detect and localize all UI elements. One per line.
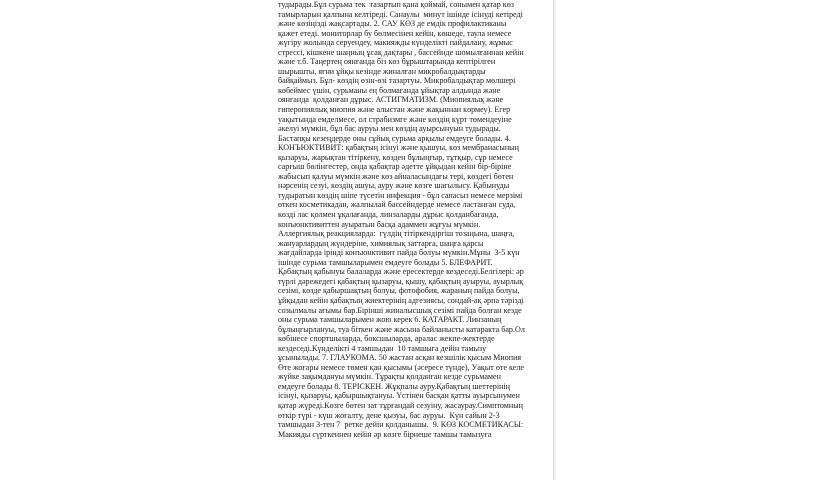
- text-line: көбінесе спортшыларда, боксшыларда, аралас жекпе-жектерде: [278, 334, 495, 344]
- body-text-block: [278, 0, 540, 480]
- text-line: конъюнктивиттен ауыратын басқа адаммен жұғуы мүмкін.: [278, 219, 481, 229]
- text-line: тамырларын қалпына келтіреді. Санаулы минут ішінде ісінуді кетіреді: [278, 9, 523, 19]
- text-line: жабысып қалуы мүмкін және көз айналасындағы тері, көздегі бөтен: [278, 171, 514, 181]
- text-line: және көзіңізді жақсартады. 2. САУ КӨЗ де емдік профилактиканы: [278, 19, 507, 29]
- text-line: емдеуге болады 8. ТЕРІСКЕН. Жұқпалы ауру.Қабақтың шеттерінің: [278, 381, 510, 391]
- text-line: шырышты, яғни ұйқы кезінде жиналған микробалдықтарды: [278, 66, 486, 76]
- text-line: түрлі дәрежедегі қабақтың қызаруы, қышу, қабақтың ауыруы, ауырлық: [278, 276, 524, 286]
- text-line: сарғыш бөлінгестер, онда қабақтар әдетте ұйқыдан кейін бір-біріне: [278, 162, 512, 172]
- text-line: ішінде сурьма тамшыларымен емдеуге болады 5. БЛЕФАРИТ.: [278, 257, 493, 267]
- text-line: Өте жоғары немесе төмен қан қысымы (әсересе түнде), Уақыт өте келе: [278, 362, 525, 372]
- text-line: тудырады.Бұл сурьма тек тазартып қана қоймай, сонымен қатар көз: [278, 0, 514, 9]
- text-line: оянғанда қолданған дұрыс. АСТИГМАТИЗМ. (Миопиялық және: [278, 95, 504, 105]
- text-line: тамшыдан 3-тен 7 ретке дейін қолданышы. 9. КӨЗ КОСМЕТИКАСЫ:: [278, 420, 524, 430]
- text-line: қажет етеді. мониторлар бу бөлмесінен кейін, көшеде, таула немесе: [278, 28, 512, 38]
- text-line: байқаймыз. Бұл- көздің өзін-өзі тазартуы. Микробалдықтар мөлшері: [278, 76, 516, 86]
- text-line: Аллергиялық реакцияларда: гүлдің тітіркендіргіш тозаңына, шаңға,: [278, 229, 515, 239]
- text-line: жүйке зақымдануы мүмкін. Тұрақты қолданған кезде сурьмамен: [278, 372, 501, 382]
- text-line: жүгіру жолында серуендеу, макияжды күнделікті пайдалану, жұмыс: [278, 38, 513, 48]
- body-text: [278, 0, 540, 439]
- text-line: жануарлардың жүндеріне, химиялық заттарға, шаңға қарсы: [278, 238, 484, 248]
- text-line: Бастапқы кезеңдерде оны сұйық сурьма арқылы емдеуге болады. 4.: [278, 133, 511, 143]
- text-line: өткір түрі - күш жоғалту, дене қызуы, бас ауруы. Күн сайын 2-3: [278, 410, 500, 420]
- text-line: Макияды сүрткеннен кейін әр көзге бірнеше тамшы тамызуға: [278, 429, 492, 439]
- text-line: кездеседі.Күнделікті 4 тамшыдан 10 тамшыға дейін тамызу: [278, 343, 487, 353]
- text-line: көзді лас қолмен ұқалағанда, линзаларды дұрыс қолданбағанда,: [278, 210, 499, 220]
- text-line: қызаруы, жарықтан тітіркену, көзден бұлыңғыр, тұтқыр, сұр немесе: [278, 152, 513, 162]
- text-line: ісінуі, қызаруы, қабыршықтануы. Үстінен басқан қатты ауырсынумен: [278, 391, 520, 401]
- text-line: бұлыңғырлануы, туа біткен және жасына байланысты катаракта бар.Ол: [278, 324, 525, 334]
- text-line: өткен косметикадан, жалпылай бассейндерде немесе ластанған суда,: [278, 200, 516, 210]
- text-line: уақытында емделмесе, ол страбизмге және көздің күрт төмендеуіне: [278, 114, 512, 124]
- text-line: ұйқыдан кейін қабақтың жиектерінің адгезиясы, сондай-ақ әрпа тәрізді: [278, 295, 524, 305]
- text-line: жағдайларда ірінді конъюнктивит пайда болуы мүмкін.Мұны 3-5 күн: [278, 248, 520, 258]
- text-line: тудыратын көздің шіпе түсетін инфекция - бұл сапасыз немесе мерзімі: [278, 190, 523, 200]
- text-line: қатар жүреді.Көзге бөтен зат тұрғандай сезуіну, жасаурау.Симптомның: [278, 400, 524, 410]
- text-line: Қабақтың қабынуы балаларда және ересектерде кездеседі.Белгілері: әр: [278, 267, 524, 277]
- text-line: гиперопиялық миопия және алыстан және жақыннан көрмеу). Егер: [278, 105, 511, 115]
- text-line: ұсынылады. 7. ГЛАУКОМА. 50 жастан асқан кезшілік қысым Миопия: [278, 353, 522, 363]
- text-line: сезімі, көзде қабыршақтың болуы, фотофобия, жараның пайда болуы,: [278, 286, 520, 296]
- text-line: әкелуі мүмкін, бұл бас ауруы мен көздің ауырсынуын тудырады.: [278, 124, 501, 134]
- text-line: нәрсенің сезуі, көздің ашуы, ауру және көзге шағылысу. Қабынуды: [278, 181, 510, 191]
- text-line: стрессі, кішкене шаңның ұсақ дақтары , бассейнде шомылғаннан кейін: [278, 47, 524, 57]
- text-line: оны сурьма тамшыларымен жою керек 6. КАТАРАКТ. Линзаның: [278, 315, 502, 325]
- text-line: көбеймес үшін, сурьманы ең болмағанда ұйықтар алдында және: [278, 85, 501, 95]
- text-line: созылмалы ағымы бар.Бірінші жиналысшық сезімі пайда болған кезде: [278, 305, 522, 315]
- page-edge-shadow: [554, 0, 557, 480]
- text-line: КОНЪЮКТИВИТ: қабақтың ісінуі және қышуы, көз мембранасының: [278, 143, 519, 153]
- text-line: және т.б. Таңертең оянғанда біз көз бұрыштарында кептірілген: [278, 57, 496, 67]
